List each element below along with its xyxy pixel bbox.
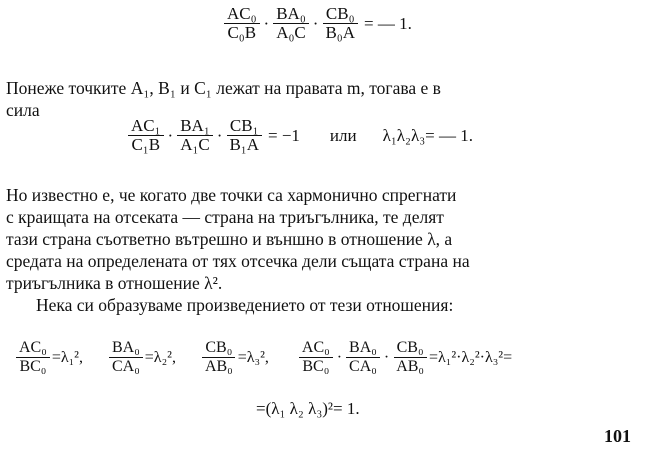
product-result: =λ₁²·λ₂²·λ₃²=: [429, 348, 513, 366]
fraction: [224, 6, 260, 41]
numerator: CB₀: [394, 340, 427, 358]
formula-menelaus-midpoints: [222, 6, 416, 41]
fraction: [273, 6, 309, 41]
dot-operator: ·: [336, 348, 343, 366]
text-line: Нека си образуваме произведението от тези отношения:: [36, 295, 454, 315]
text-line: Но известно е, че когато две точки са хармонично спрегнати: [6, 185, 457, 205]
numerator: CB₀: [323, 6, 358, 24]
text-line: триъгълника в отношение λ².: [6, 273, 223, 293]
text-line: с краищата на отсеката — страна на триъгълника, те делят: [6, 207, 444, 227]
numerator: BA₁: [177, 118, 213, 136]
denominator: A₀C: [276, 23, 306, 42]
lambda-product: λ₁λ₂λ₃= — 1.: [382, 125, 473, 145]
fraction: [128, 118, 164, 153]
text-line: Понеже точките A₁, B₁ и C₁ лежат на правата m, тогава е в: [6, 78, 441, 98]
text-line: тази страна съответно вътрешно и външно в отношение λ, а: [6, 229, 453, 249]
fraction: [226, 118, 262, 153]
numerator: CB₁: [227, 118, 262, 136]
numerator: AC₀: [224, 6, 260, 24]
result: =λ₁²,: [51, 348, 83, 366]
fraction: [299, 340, 333, 375]
fraction: [109, 340, 143, 375]
denominator: C₀B: [227, 23, 257, 42]
formula-menelaus-line-m: [126, 118, 473, 153]
text-line: сила: [6, 100, 40, 120]
numerator: BA₀: [273, 6, 309, 24]
or-word: или: [329, 125, 357, 145]
dot-operator: ·: [263, 13, 270, 33]
fraction: [16, 340, 50, 375]
dot-operator: ·: [167, 125, 174, 145]
denominator: CA₀: [111, 358, 140, 375]
page-number: 101: [604, 426, 631, 446]
numerator: AC₁: [128, 118, 164, 136]
denominator: B₁A: [229, 135, 259, 154]
denominator: AB₀: [396, 358, 424, 375]
formula-ratios-row: [14, 340, 512, 375]
denominator: BC₀: [19, 358, 47, 375]
dot-operator: ·: [216, 125, 223, 145]
result: =λ₃²,: [237, 348, 269, 366]
text-line: средата на определената от тях отсечка дели същата страна на: [6, 251, 470, 271]
result: = — 1.: [363, 13, 412, 33]
fraction: [202, 340, 236, 375]
fraction: [322, 6, 358, 41]
formula-final-line: =(λ₁ λ₂ λ₃)²= 1.: [256, 399, 360, 418]
numerator: BA₀: [109, 340, 143, 358]
dot-operator: ·: [383, 348, 390, 366]
fraction: [346, 340, 380, 375]
numerator: AC₀: [16, 340, 50, 358]
equals-minus-one: = −1: [267, 125, 300, 145]
fraction: [393, 340, 427, 375]
numerator: CB₀: [202, 340, 235, 358]
numerator: AC₀: [299, 340, 333, 358]
dot-operator: ·: [312, 13, 319, 33]
denominator: C₁B: [131, 135, 161, 154]
denominator: A₁C: [180, 135, 210, 154]
denominator: B₀A: [325, 23, 355, 42]
result: =λ₂²,: [144, 348, 176, 366]
numerator: BA₀: [346, 340, 380, 358]
denominator: AB₀: [204, 358, 233, 375]
denominator: CA₀: [349, 358, 377, 375]
denominator: BC₀: [302, 358, 330, 375]
fraction: [177, 118, 213, 153]
